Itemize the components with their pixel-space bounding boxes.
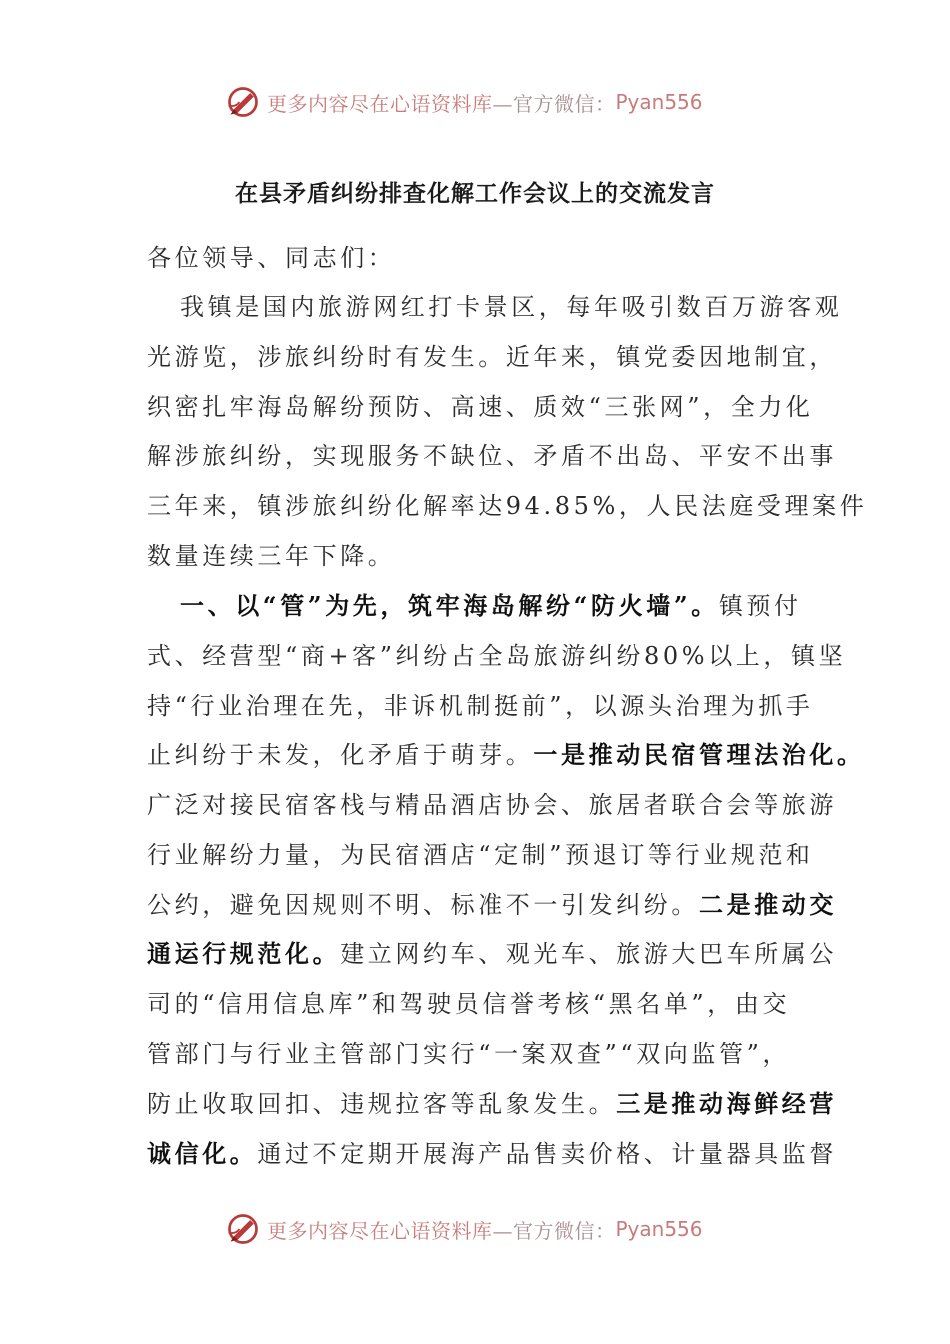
paragraph-line: 三年来，镇涉旅纠纷化解率达94.85%，人民法庭受理案件 bbox=[147, 492, 868, 520]
paragraph-line: 我镇是国内旅游网红打卡景区，每年吸引数百万游客观 bbox=[180, 293, 843, 321]
paragraph-line: 数量连续三年下降。 bbox=[147, 542, 396, 570]
footer-watermark-banner bbox=[225, 1209, 703, 1249]
point-heading: 诚信化。 bbox=[147, 1139, 258, 1168]
document-title: 在县矛盾纠纷排查化解工作会议上的交流发言 bbox=[235, 181, 715, 207]
banner-wechat-id: Pyan556 bbox=[615, 1217, 703, 1241]
paragraph-text: 防止收取回扣、违规拉客等乱象发生。 bbox=[147, 1090, 617, 1118]
paragraph-line bbox=[147, 1137, 837, 1171]
paragraph-line: 行业解纷力量，为民宿酒店“定制”预退订等行业规范和 bbox=[147, 841, 814, 869]
paragraph-line bbox=[147, 738, 865, 772]
paragraph-line: 管部门与行业主管部门实行“一案双查”“双向监管”， bbox=[147, 1040, 791, 1068]
paragraph-line: 广泛对接民宿客栈与精品酒店协会、旅居者联合会等旅游 bbox=[147, 791, 837, 819]
paragraph-text: 建立网约车、观光车、旅游大巴车所属公 bbox=[340, 940, 838, 968]
pen-logo-icon bbox=[225, 1211, 261, 1247]
banner-sub-text: —官方微信： bbox=[492, 91, 616, 116]
paragraph-line: 持“行业治理在先，非诉机制挺前”，以源头治理为抓手 bbox=[147, 692, 814, 720]
paragraph-line bbox=[147, 937, 837, 971]
paragraph-line: 光游览，涉旅纠纷时有发生。近年来，镇党委因地制宜， bbox=[147, 343, 837, 371]
header-watermark-banner bbox=[225, 82, 703, 122]
banner-main-text: 更多内容尽在心语资料库 bbox=[267, 1218, 493, 1243]
point-heading: 二是推动交 bbox=[699, 890, 837, 919]
point-heading: 通运行规范化。 bbox=[147, 939, 341, 968]
banner-main-text: 更多内容尽在心语资料库 bbox=[267, 91, 493, 116]
section-heading-line bbox=[180, 589, 802, 623]
paragraph-line: 司的“信用信息库”和驾驶员信誉考核“黑名单”，由交 bbox=[147, 990, 791, 1018]
banner-wechat-id: Pyan556 bbox=[615, 90, 703, 114]
banner-sub-text: —官方微信： bbox=[492, 1218, 616, 1243]
pen-logo-icon bbox=[225, 84, 261, 120]
point-heading: 一是推动民宿管理法治化。 bbox=[533, 740, 865, 769]
paragraph-text: 公约，避免因规则不明、标准不一引发纠纷。 bbox=[147, 891, 699, 919]
salutation: 各位领导、同志们： bbox=[147, 244, 396, 272]
paragraph-text: 镇预付 bbox=[718, 592, 802, 620]
paragraph-text: 通过不定期开展海产品售卖价格、计量器具监督 bbox=[257, 1140, 838, 1168]
paragraph-line bbox=[147, 888, 837, 922]
paragraph-text: 止纠纷于未发，化矛盾于萌芽。 bbox=[147, 741, 534, 769]
paragraph-line: 解涉旅纠纷，实现服务不缺位、矛盾不出岛、平安不出事 bbox=[147, 442, 837, 470]
paragraph-line bbox=[147, 1087, 837, 1121]
paragraph-line: 织密扎牢海岛解纷预防、高速、质效“三张网”，全力化 bbox=[147, 393, 814, 421]
point-heading: 三是推动海鲜经营 bbox=[616, 1089, 838, 1118]
section-heading: 一、以“管”为先，筑牢海岛解纷“防火墙”。 bbox=[180, 591, 719, 620]
paragraph-line: 式、经营型“商+客”纠纷占全岛旅游纠纷80%以上，镇坚 bbox=[147, 642, 847, 670]
